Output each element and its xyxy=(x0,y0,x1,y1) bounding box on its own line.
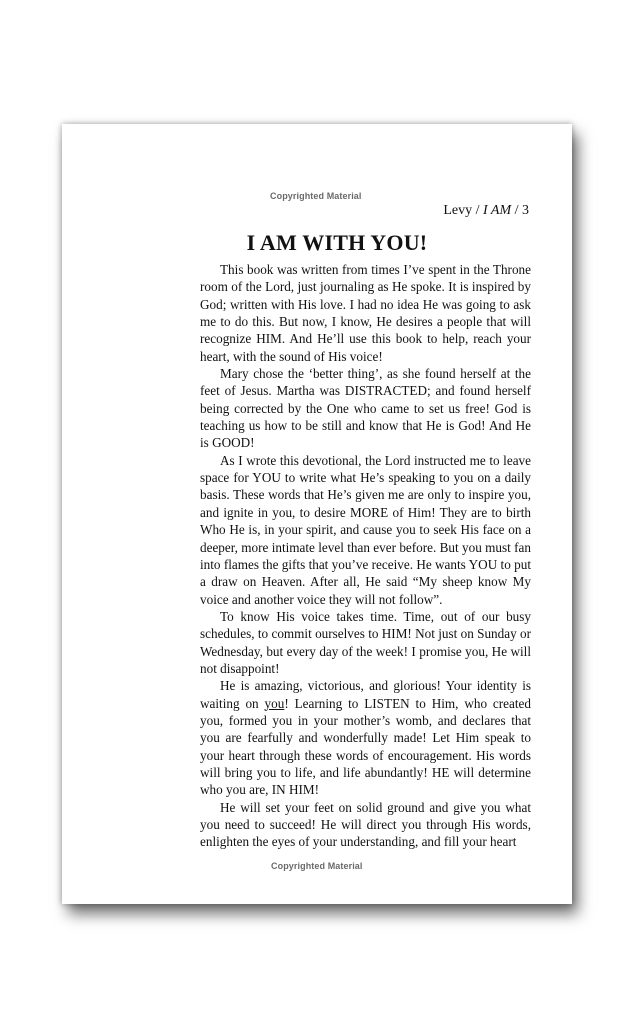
paragraph xyxy=(200,677,531,798)
copyright-watermark-top: Copyrighted Material xyxy=(270,191,362,201)
paragraph: Mary chose the ‘better thing’, as she found herself at the feet of Jesus. Martha was DISTRACTED; and found herself being corrected by the One who came to set us free! God is teaching us how to be still and know that He is God! And He is GOOD! xyxy=(200,366,531,451)
running-head-author: Levy / xyxy=(443,203,483,218)
paragraph: He will set your feet on solid ground and give you what you need to succeed! He will direct you through His words, enlighten the eyes of your understanding, and fill your heart xyxy=(200,799,531,850)
page-number: / 3 xyxy=(511,203,529,218)
running-head-book-title: I AM xyxy=(482,203,512,218)
paragraph-segment: ! Learning to LISTEN to Him, who created you, formed you in your mother’s womb, and declares that you are fearfully and wonderfully made! Let Him speak to your heart through these words of encouragement. His words will bring you to life, and life abundantly! HE will determine who you are, IN HIM! xyxy=(200,695,531,798)
paragraph-segment: He is amazing, victorious, and glorious! Your identity is waiting on xyxy=(200,678,531,711)
chapter-title: I AM WITH YOU! xyxy=(246,230,428,255)
paragraph: As I wrote this devotional, the Lord instructed me to leave space for YOU to write what He’s speaking to you on a daily basis. These words that He’s given me are only to inspire you, and ignite in you, to desire MORE of Him! They are to birth Who He is, in your spirit, and cause you to seek His face on a deeper, more intimate level than ever before. But you must fan into flames the gifts that you’ve receive. He wants YOU to put a draw on Heaven. After all, He said “My sheep know My voice and another voice they will not follow”. xyxy=(200,452,531,607)
body-text xyxy=(200,261,531,851)
paragraph: To know His voice takes time. Time, out of our busy schedules, to commit ourselves to HIM! Not just on Sunday or Wednesday, but every day of the week! I promise you, He will not disappoint! xyxy=(200,608,531,676)
underlined-word: you xyxy=(264,695,285,711)
running-head xyxy=(443,203,529,219)
paragraph: This book was written from times I’ve spent in the Throne room of the Lord, just journaling as He spoke. It is inspired by God; written with His love. I had no idea He was going to ask me to do this. But now, I know, He desires a people that will recognize HIM. And He’ll use this book to help, reach your heart, with the sound of His voice! xyxy=(200,262,531,364)
copyright-watermark-bottom: Copyrighted Material xyxy=(271,861,363,871)
book-page xyxy=(62,124,572,904)
